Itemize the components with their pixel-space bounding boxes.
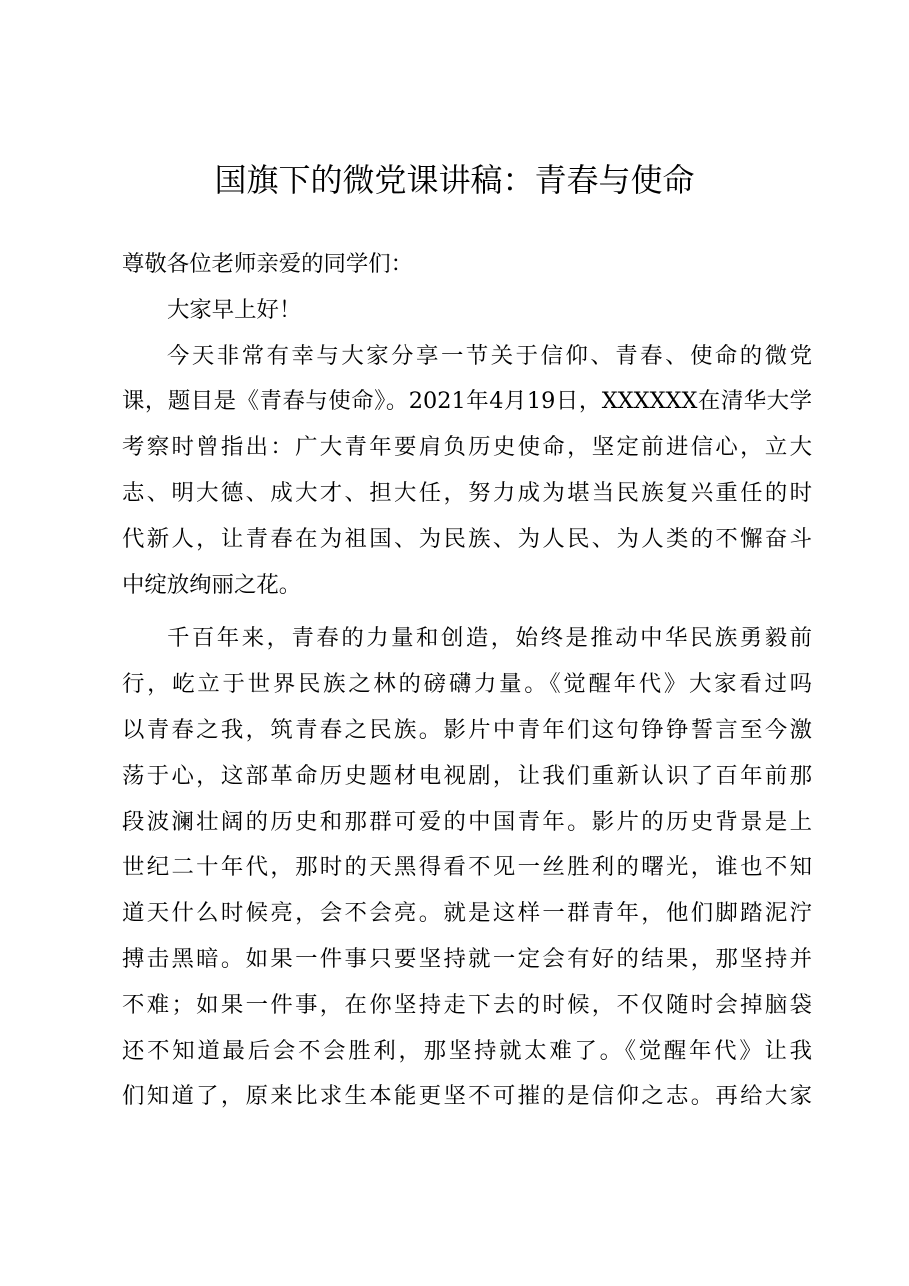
paragraph-line: 志、明大德、成大才、担大任，努力成为堪当民族复兴重任的时 — [122, 479, 812, 506]
paragraph-line: 考察时曾指出：广大青年要肩负历史使命，坚定前进信心，立大 — [122, 434, 812, 461]
paragraph-line: 世纪二十年代，那时的天黑得看不见一丝胜利的曙光，谁也不知 — [122, 854, 812, 881]
paragraph-1 — [122, 334, 812, 609]
paragraph-line: 今天非常有幸与大家分享一节关于信仰、青春、使命的微党 — [167, 342, 812, 369]
paragraph-gap — [122, 608, 812, 616]
paragraph-line: 行，屹立于世界民族之林的磅礴力量。《觉醒年代》大家看过吗 — [122, 671, 812, 698]
paragraph-line: 课，题目是《青春与使命》。2021年4月19日，XXXXXX在清华大学 — [122, 388, 812, 415]
paragraph-line: 荡于心，这部革命历史题材电视剧，让我们重新认识了百年前那 — [122, 762, 812, 789]
document-title: 国旗下的微党课讲稿：青春与使命 — [214, 161, 695, 199]
paragraph-line: 还不知道最后会不会胜利，那坚持就太难了。《觉醒年代》让我 — [122, 1037, 812, 1064]
paragraph-2 — [122, 616, 812, 1120]
paragraph-line: 以青春之我，筑青春之民族。影片中青年们这句铮铮誓言至今激 — [122, 716, 812, 743]
paragraph-line: 段波澜壮阔的历史和那群可爱的中国青年。影片的历史背景是上 — [122, 808, 812, 835]
paragraph-line: 道天什么时候亮，会不会亮。就是这样一群青年，他们脚踏泥泞 — [122, 900, 812, 927]
paragraph-line: 中绽放绚丽之花。 — [122, 571, 302, 598]
salutation: 尊敬各位老师亲爱的同学们： — [122, 251, 414, 277]
paragraph-line: 们知道了，原来比求生本能更坚不可摧的是信仰之志。再给大家 — [122, 1083, 812, 1110]
paragraph-line: 代新人，让青春在为祖国、为民族、为人民、为人类的不懈奋斗 — [122, 525, 812, 552]
paragraph-line: 不难；如果一件事，在你坚持走下去的时候，不仅随时会掉脑袋 — [122, 991, 812, 1018]
greeting: 大家早上好！ — [167, 296, 302, 323]
paragraph-line: 千百年来，青春的力量和创造，始终是推动中华民族勇毅前 — [167, 625, 812, 652]
paragraph-line: 搏击黑暗。如果一件事只要坚持就一定会有好的结果，那坚持并 — [122, 945, 812, 972]
document-body — [122, 242, 812, 1120]
